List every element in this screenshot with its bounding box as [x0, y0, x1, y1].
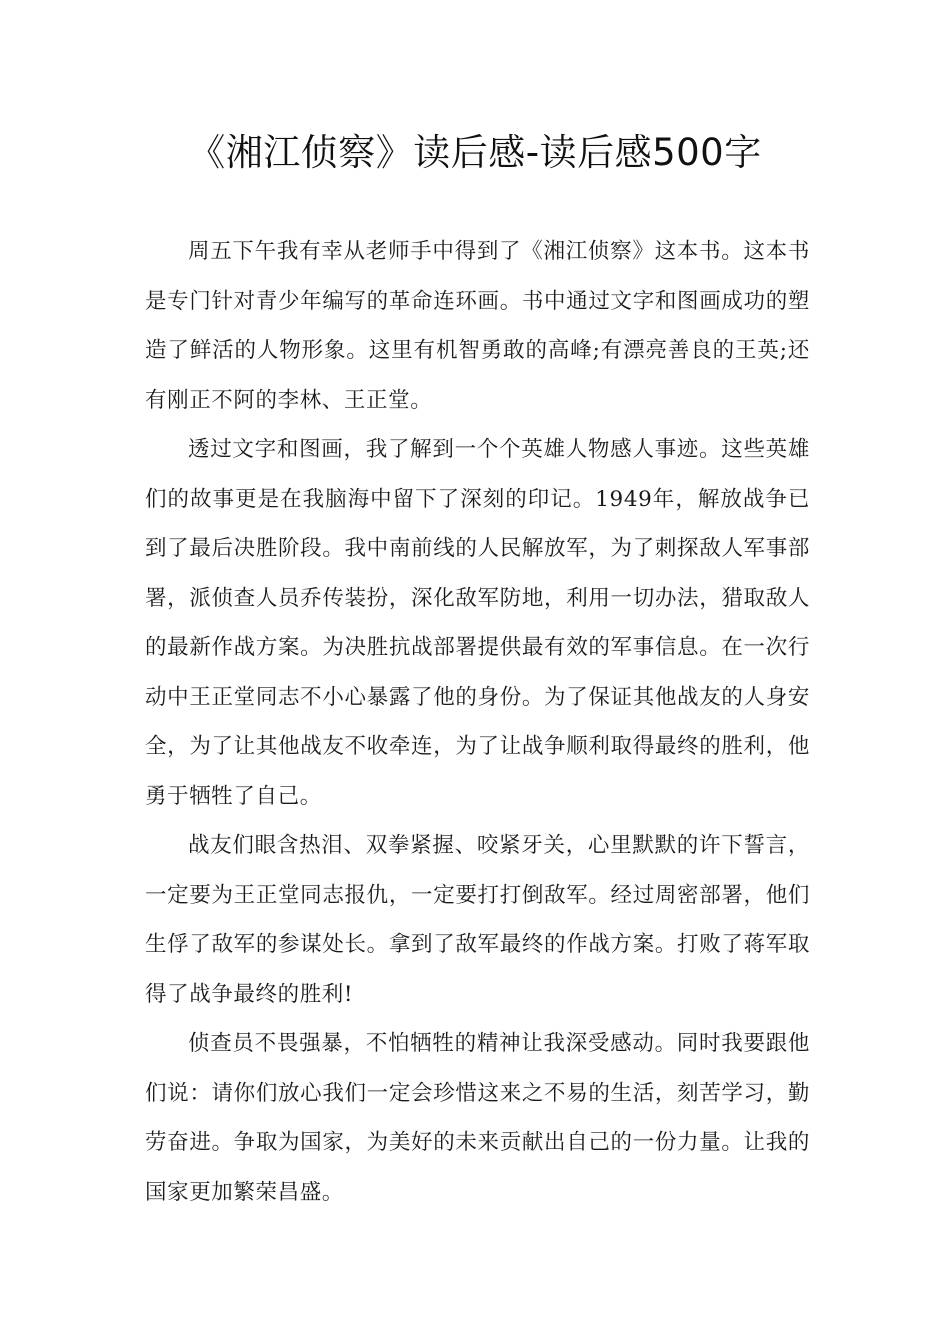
document-body: [145, 227, 810, 1217]
paragraph: 透过文字和图画，我了解到一个个英雄人物感人事迹。这些英雄们的故事更是在我脑海中留下了深刻的印记。1949年，解放战争已到了最后决胜阶段。我中南前线的人民解放军，为了刺探敌人军事部署，派侦查人员乔传装扮，深化敌军防地，利用一切办法，猎取敌人的最新作战方案。为决胜抗战部署提供最有效的军事信息。在一次行动中王正堂同志不小心暴露了他的身份。为了保证其他战友的人身安全，为了让其他战友不收牵连，为了让战争顺利取得最终的胜利，他勇于牺牲了自己。: [145, 437, 810, 809]
paragraph: 战友们眼含热泪、双拳紧握、咬紧牙关，心里默默的许下誓言，一定要为王正堂同志报仇，一定要打打倒敌军。经过周密部署，他们生俘了敌军的参谋处长。拿到了敌军最终的作战方案。打败了蒋军取得了战争最终的胜利!: [145, 833, 810, 1007]
paragraph: 侦查员不畏强暴，不怕牺牲的精神让我深受感动。同时我要跟他们说：请你们放心我们一定会珍惜这来之不易的生活，刻苦学习，勤劳奋进。争取为国家，为美好的未来贡献出自己的一份力量。让我的国家更加繁荣昌盛。: [145, 1031, 810, 1205]
paragraph: 周五下午我有幸从老师手中得到了《湘江侦察》这本书。这本书是专门针对青少年编写的革命连环画。书中通过文字和图画成功的塑造了鲜活的人物形象。这里有机智勇敢的高峰;有漂亮善良的王英;还有刚正不阿的李林、王正堂。: [145, 239, 810, 413]
document-title: 《湘江侦察》读后感-读后感500字: [188, 131, 762, 174]
